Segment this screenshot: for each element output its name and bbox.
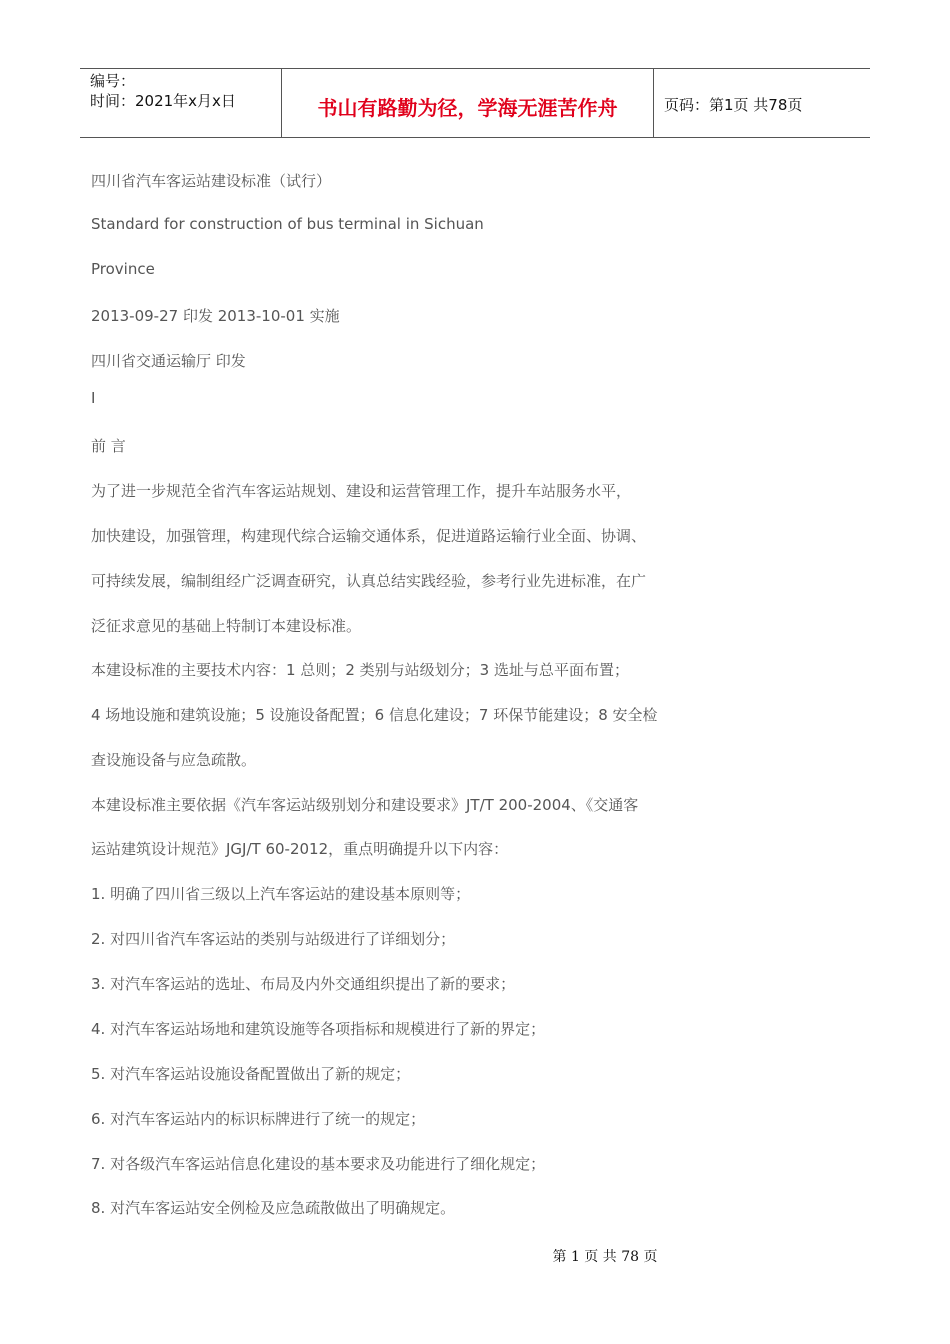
- paragraph-line: 可持续发展，编制组经广泛调查研究，认真总结实践经验，参考行业先进标准，在广: [91, 572, 647, 590]
- list-item: 3. 对汽车客运站的选址、布局及内外交通组织提出了新的要求；: [91, 975, 516, 993]
- header-meta: [80, 69, 281, 137]
- list-item: 2. 对四川省汽车客运站的类别与站级进行了详细划分；: [91, 930, 456, 948]
- paragraph-line: 加快建设，加强管理，构建现代综合运输交通体系，促进道路运输行业全面、协调、: [91, 527, 647, 545]
- issue-dates: 2013-09-27 印发 2013-10-01 实施: [91, 307, 340, 325]
- paragraph-line: 本建设标准的主要技术内容：1 总则；2 类别与站级划分；3 选址与总平面布置；: [91, 661, 629, 679]
- footer-page-number: 第 1 页 共 78 页: [552, 1249, 658, 1265]
- list-item: 6. 对汽车客运站内的标识标牌进行了统一的规定；: [91, 1110, 426, 1128]
- list-item: 7. 对各级汽车客运站信息化建设的基本要求及功能进行了细化规定；: [91, 1155, 546, 1173]
- paragraph-line: 运站建筑设计规范》JGJ/T 60-2012，重点明确提升以下内容：: [91, 840, 509, 858]
- page-footer: [0, 1246, 950, 1266]
- paragraph-line: 查设施设备与应急疏散。: [91, 751, 257, 769]
- page-header: [80, 68, 870, 138]
- issuer: 四川省交通运输厅 印发: [91, 352, 246, 370]
- paragraph-line: 为了进一步规范全省汽车客运站规划、建设和运营管理工作，提升车站服务水平，: [91, 482, 632, 500]
- document-number-label: 编号：: [90, 72, 136, 90]
- list-item: 4. 对汽车客运站场地和建筑设施等各项指标和规模进行了新的界定；: [91, 1020, 546, 1038]
- roman-page-number: I: [91, 389, 96, 407]
- list-item: 8. 对汽车客运站安全例检及应急疏散做出了明确规定。: [91, 1199, 456, 1217]
- english-title-line-2: Province: [91, 260, 155, 278]
- paragraph-line: 泛征求意见的基础上特制订本建设标准。: [91, 617, 362, 635]
- header-motto: 书山有路勤为径，学海无涯苦作舟: [281, 69, 654, 137]
- preface-heading: 前 言: [91, 437, 126, 455]
- document-date: 时间：2021年x月x日: [90, 92, 236, 110]
- header-page-info: 页码：第1页 共78页: [664, 95, 803, 114]
- english-title-line-1: Standard for construction of bus terminal in Sichuan: [91, 215, 484, 233]
- list-item: 1. 明确了四川省三级以上汽车客运站的建设基本原则等；: [91, 885, 471, 903]
- list-item: 5. 对汽车客运站设施设备配置做出了新的规定；: [91, 1065, 411, 1083]
- paragraph-line: 本建设标准主要依据《汽车客运站级别划分和建设要求》JT/T 200-2004、《交通客: [91, 796, 639, 814]
- paragraph-line: 4 场地设施和建筑设施；5 设施设备配置；6 信息化建设；7 环保节能建设；8 安全检: [91, 706, 658, 724]
- document-title: 四川省汽车客运站建设标准（试行）: [91, 172, 332, 190]
